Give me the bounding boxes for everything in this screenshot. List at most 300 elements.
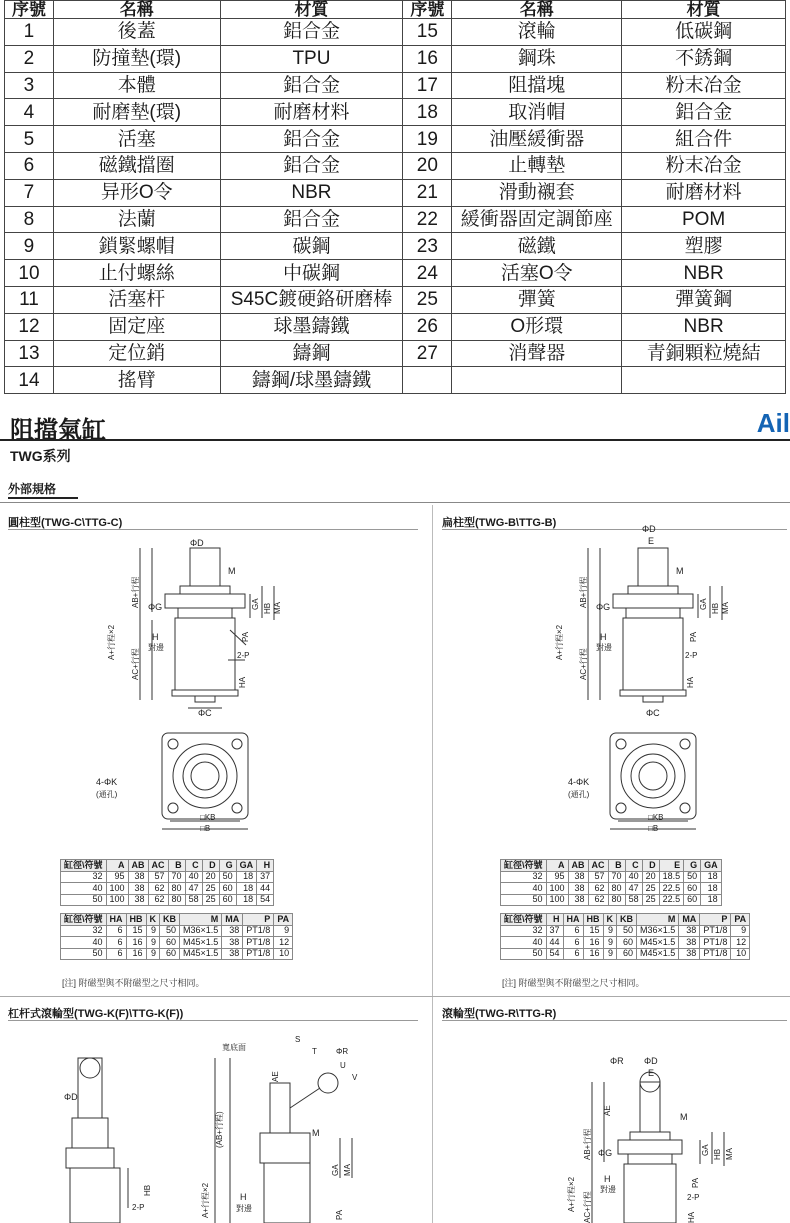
parts-cell: 2 bbox=[5, 45, 54, 72]
dim-table-c-2 bbox=[60, 913, 293, 960]
parts-cell: 防撞墊(環) bbox=[53, 45, 220, 72]
dimension-label: H bbox=[240, 1192, 247, 1202]
dim-row bbox=[501, 937, 750, 949]
parts-cell: 緩衝器固定調節座 bbox=[452, 206, 622, 233]
dimension-label: 4-ΦK bbox=[96, 777, 118, 787]
dim-cell: 50 bbox=[684, 871, 701, 883]
dim-cell: 10 bbox=[731, 948, 750, 960]
dim-cell: 9 bbox=[146, 937, 160, 949]
dim-cell: 50 bbox=[160, 925, 180, 937]
dim-cell: 60 bbox=[219, 894, 236, 906]
dim-cell: 12 bbox=[274, 937, 293, 949]
parts-cell: 26 bbox=[403, 313, 452, 340]
dim-cell: 6 bbox=[563, 937, 583, 949]
dim-header-cell: H bbox=[257, 860, 274, 872]
dimension-label: M bbox=[680, 1112, 688, 1122]
dim-header-cell: 缸徑\符號 bbox=[61, 914, 107, 926]
dimension-label: ΦC bbox=[646, 708, 660, 718]
parts-cell: 固定座 bbox=[53, 313, 220, 340]
parts-cell: 法蘭 bbox=[53, 206, 220, 233]
parts-cell: 鋁合金 bbox=[220, 206, 403, 233]
parts-cell: 鋁合金 bbox=[220, 126, 403, 153]
dimension-label: HB bbox=[143, 1184, 152, 1196]
parts-cell: 鋁合金 bbox=[622, 99, 786, 126]
dimension-label: ΦR bbox=[336, 1047, 349, 1056]
parts-cell: 油壓緩衝器 bbox=[452, 126, 622, 153]
drawing-b-plan bbox=[538, 725, 718, 840]
brand-logo: Ail bbox=[756, 408, 790, 438]
parts-cell: 阻擋塊 bbox=[452, 72, 622, 99]
parts-cell: 活塞杆 bbox=[53, 286, 220, 313]
dim-cell: 38 bbox=[568, 894, 588, 906]
dim-header-row bbox=[61, 860, 274, 872]
dimension-label: S bbox=[295, 1035, 301, 1044]
dim-cell: 95 bbox=[546, 871, 568, 883]
dimension-label: ΦD bbox=[190, 538, 204, 548]
parts-cell: 止轉墊 bbox=[452, 152, 622, 179]
dim-cell: 16 bbox=[583, 937, 603, 949]
dim-cell: 50 bbox=[61, 948, 107, 960]
dim-header-cell: A bbox=[106, 860, 128, 872]
dim-header-cell: PA bbox=[274, 914, 293, 926]
dim-row bbox=[61, 937, 293, 949]
dimension-label: H bbox=[600, 632, 607, 642]
dimension-label: HA bbox=[238, 676, 247, 688]
dim-cell: 58 bbox=[185, 894, 202, 906]
parts-cell: 止付螺絲 bbox=[53, 260, 220, 287]
dim-cell: 62 bbox=[588, 894, 608, 906]
parts-cell: NBR bbox=[220, 179, 403, 206]
parts-cell: 17 bbox=[403, 72, 452, 99]
dim-header-cell: 缸徑\符號 bbox=[501, 914, 547, 926]
dimension-label: ΦD bbox=[64, 1092, 78, 1102]
dim-cell: 40 bbox=[61, 937, 107, 949]
parts-cell: 不銹鋼 bbox=[622, 45, 786, 72]
dimension-label: 2-P bbox=[237, 651, 250, 660]
panel-underline bbox=[442, 1020, 787, 1021]
dim-cell: 62 bbox=[148, 883, 168, 895]
parts-cell: 鎖緊螺帽 bbox=[53, 233, 220, 260]
dim-cell: 9 bbox=[731, 925, 750, 937]
dim-cell: 9 bbox=[603, 948, 617, 960]
parts-cell: 4 bbox=[5, 99, 54, 126]
dim-cell: 50 bbox=[61, 894, 107, 906]
dimension-label: 對邊 bbox=[148, 643, 164, 652]
parts-row bbox=[5, 126, 786, 153]
dim-cell: 20 bbox=[202, 871, 219, 883]
dim-row bbox=[61, 948, 293, 960]
dim-header-cell: HB bbox=[583, 914, 603, 926]
dimension-label: ΦG bbox=[596, 602, 611, 612]
parts-cell: 6 bbox=[5, 152, 54, 179]
dim-header-cell: E bbox=[659, 860, 684, 872]
parts-cell: 磁鐵擋圈 bbox=[53, 152, 220, 179]
dimension-label: PA bbox=[335, 1209, 344, 1220]
parts-cell: 耐磨材料 bbox=[622, 179, 786, 206]
dim-cell: 6 bbox=[563, 948, 583, 960]
dim-header-cell: GA bbox=[701, 860, 722, 872]
dim-header-cell: P bbox=[243, 914, 274, 926]
dim-cell: 60 bbox=[617, 937, 637, 949]
drawing-k bbox=[40, 1028, 430, 1223]
dim-cell: M45×1.5 bbox=[180, 937, 222, 949]
dim-header-cell: AB bbox=[568, 860, 588, 872]
dim-table-b-2 bbox=[500, 913, 750, 960]
dimension-label: M bbox=[228, 566, 236, 576]
dim-cell: M36×1.5 bbox=[180, 925, 222, 937]
parts-cell: O形環 bbox=[452, 313, 622, 340]
note-b: [注] 附磁型與不附磁型之尺寸相同。 bbox=[502, 978, 645, 988]
dimension-label: 寬底面 bbox=[222, 1043, 246, 1052]
parts-cell: 彈簧鋼 bbox=[622, 286, 786, 313]
dim-cell: PT1/8 bbox=[700, 925, 731, 937]
dim-header-cell: HA bbox=[106, 914, 126, 926]
dim-cell: 25 bbox=[642, 883, 659, 895]
dim-cell: PT1/8 bbox=[700, 948, 731, 960]
dim-cell: 57 bbox=[148, 871, 168, 883]
dim-header-cell: MA bbox=[222, 914, 243, 926]
parts-cell: 3 bbox=[5, 72, 54, 99]
dim-cell: 38 bbox=[679, 925, 700, 937]
parts-cell: 异形O令 bbox=[53, 179, 220, 206]
dimension-label: T bbox=[312, 1047, 317, 1056]
parts-cell: 鋁合金 bbox=[220, 152, 403, 179]
dim-header-cell: K bbox=[603, 914, 617, 926]
dimension-label: ΦG bbox=[598, 1148, 613, 1158]
dim-header-cell: G bbox=[219, 860, 236, 872]
drawing-r bbox=[560, 1052, 740, 1223]
dim-cell: PT1/8 bbox=[243, 948, 274, 960]
dim-cell: 95 bbox=[106, 871, 128, 883]
dim-cell: M36×1.5 bbox=[637, 925, 679, 937]
dimension-label: □B bbox=[648, 824, 659, 833]
parts-cell: 耐磨材料 bbox=[220, 99, 403, 126]
parts-cell: 鑄鋼 bbox=[220, 340, 403, 367]
dim-table-b-1 bbox=[500, 859, 722, 906]
parts-cell: 13 bbox=[5, 340, 54, 367]
dimension-label: 2-P bbox=[685, 651, 698, 660]
dim-header-cell: AC bbox=[588, 860, 608, 872]
dim-cell: 25 bbox=[202, 883, 219, 895]
dim-cell: 37 bbox=[546, 925, 563, 937]
parts-cell: 16 bbox=[403, 45, 452, 72]
dim-cell: 6 bbox=[563, 925, 583, 937]
dim-row bbox=[61, 871, 274, 883]
dim-row bbox=[501, 948, 750, 960]
parts-cell: 消聲器 bbox=[452, 340, 622, 367]
dim-cell: 47 bbox=[625, 883, 642, 895]
dim-header-cell: D bbox=[642, 860, 659, 872]
dim-cell: 58 bbox=[625, 894, 642, 906]
parts-cell bbox=[452, 367, 622, 394]
dim-cell: 80 bbox=[168, 883, 185, 895]
dim-cell: PT1/8 bbox=[243, 925, 274, 937]
dimension-label: (通孔) bbox=[96, 790, 118, 799]
dim-cell: 32 bbox=[501, 925, 547, 937]
dimension-label: MA bbox=[725, 1148, 734, 1160]
parts-row bbox=[5, 260, 786, 287]
dim-cell: 16 bbox=[126, 937, 146, 949]
dim-header-cell: AB bbox=[128, 860, 148, 872]
dim-cell: 15 bbox=[583, 925, 603, 937]
dim-header-cell: P bbox=[700, 914, 731, 926]
dim-cell: 50 bbox=[501, 948, 547, 960]
dimension-label: □KB bbox=[200, 813, 216, 822]
dimension-label: GA bbox=[701, 1144, 710, 1156]
parts-cell: 7 bbox=[5, 179, 54, 206]
dim-header-row bbox=[61, 914, 293, 926]
dim-row bbox=[61, 883, 274, 895]
dimension-label: GA bbox=[699, 598, 708, 610]
dim-cell: 18 bbox=[701, 883, 722, 895]
dimension-label: AC+行程 bbox=[131, 648, 140, 680]
dim-cell: 32 bbox=[61, 871, 107, 883]
parts-row bbox=[5, 286, 786, 313]
dim-cell: 50 bbox=[501, 894, 547, 906]
parts-cell: 本體 bbox=[53, 72, 220, 99]
dim-cell: 40 bbox=[501, 883, 547, 895]
parts-cell: POM bbox=[622, 206, 786, 233]
panel-title-flat: 扁柱型(TWG-B\TTG-B) bbox=[442, 517, 557, 529]
dim-header-cell: G bbox=[684, 860, 701, 872]
dim-cell: 22.5 bbox=[659, 883, 684, 895]
dim-cell: 32 bbox=[501, 871, 547, 883]
dimension-label: HB bbox=[713, 1148, 722, 1160]
parts-row bbox=[5, 152, 786, 179]
parts-cell: 組合件 bbox=[622, 126, 786, 153]
dimension-label: HA bbox=[686, 676, 695, 688]
dimension-label: A+行程×2 bbox=[555, 624, 564, 660]
dim-cell: 15 bbox=[126, 925, 146, 937]
dimension-label: M bbox=[312, 1128, 320, 1138]
dim-cell: 80 bbox=[608, 883, 625, 895]
parts-cell: 22 bbox=[403, 206, 452, 233]
dim-cell: 38 bbox=[128, 883, 148, 895]
dim-cell: 40 bbox=[625, 871, 642, 883]
dim-cell: 54 bbox=[257, 894, 274, 906]
parts-cell: 11 bbox=[5, 286, 54, 313]
dim-cell: M45×1.5 bbox=[180, 948, 222, 960]
dimension-label: 對邊 bbox=[596, 643, 612, 652]
dim-header-cell: 缸徑\符號 bbox=[61, 860, 107, 872]
dimension-label: 對邊 bbox=[600, 1185, 616, 1194]
parts-cell: 塑膠 bbox=[622, 233, 786, 260]
dim-cell: 9 bbox=[146, 925, 160, 937]
parts-cell: S45C鍍硬鉻研磨棒 bbox=[220, 286, 403, 313]
parts-cell: 活塞O令 bbox=[452, 260, 622, 287]
dimension-label: AC+行程 bbox=[583, 1191, 592, 1223]
parts-cell: 1 bbox=[5, 19, 54, 46]
dimension-label: PA bbox=[691, 1177, 700, 1188]
dim-header-cell: M bbox=[637, 914, 679, 926]
dim-row bbox=[61, 894, 274, 906]
dim-cell: 70 bbox=[608, 871, 625, 883]
dim-header-cell: C bbox=[185, 860, 202, 872]
dim-cell: 100 bbox=[106, 894, 128, 906]
parts-cell: 5 bbox=[5, 126, 54, 153]
dim-cell: M45×1.5 bbox=[637, 948, 679, 960]
dimension-label: AE bbox=[603, 1105, 612, 1116]
dimension-label: AC+行程 bbox=[579, 648, 588, 680]
dim-cell: 100 bbox=[106, 883, 128, 895]
parts-cell: 搖臂 bbox=[53, 367, 220, 394]
series-label: TWG系列 bbox=[10, 448, 71, 464]
parts-row bbox=[5, 19, 786, 46]
dim-header-cell: M bbox=[180, 914, 222, 926]
dim-cell: 40 bbox=[61, 883, 107, 895]
parts-cell: 15 bbox=[403, 19, 452, 46]
dim-cell: 12 bbox=[731, 937, 750, 949]
dimension-label: AB+行程 bbox=[583, 1128, 592, 1160]
parts-table bbox=[4, 0, 786, 394]
parts-row bbox=[5, 179, 786, 206]
dimension-label: H bbox=[152, 632, 159, 642]
parts-cell: 粉末冶金 bbox=[622, 72, 786, 99]
dimension-label: V bbox=[352, 1073, 358, 1082]
dim-cell: 6 bbox=[106, 925, 126, 937]
parts-cell bbox=[622, 367, 786, 394]
dim-cell: 18 bbox=[236, 894, 257, 906]
dim-header-row bbox=[501, 860, 722, 872]
dimension-label: E bbox=[648, 1068, 655, 1078]
dim-cell: 47 bbox=[185, 883, 202, 895]
dim-cell: 18 bbox=[701, 894, 722, 906]
dimension-label: AB+行程 bbox=[579, 576, 588, 608]
parts-row bbox=[5, 233, 786, 260]
dim-header-cell: KB bbox=[617, 914, 637, 926]
parts-cell: 12 bbox=[5, 313, 54, 340]
dimension-label: A+行程×2 bbox=[107, 624, 116, 660]
parts-cell: 23 bbox=[403, 233, 452, 260]
dim-cell: 70 bbox=[168, 871, 185, 883]
dim-cell: 80 bbox=[168, 894, 185, 906]
dim-row bbox=[501, 894, 722, 906]
parts-cell: 碳鋼 bbox=[220, 233, 403, 260]
dim-cell: M45×1.5 bbox=[637, 937, 679, 949]
dimension-label: GA bbox=[331, 1164, 340, 1176]
parts-cell: 中碳鋼 bbox=[220, 260, 403, 287]
parts-header-cell: 名稱 bbox=[53, 1, 220, 19]
panel-row-divider bbox=[0, 996, 790, 997]
parts-cell: 耐磨墊(環) bbox=[53, 99, 220, 126]
parts-row bbox=[5, 99, 786, 126]
dim-cell: 57 bbox=[588, 871, 608, 883]
parts-cell: 27 bbox=[403, 340, 452, 367]
parts-header-cell: 序號 bbox=[403, 1, 452, 19]
dim-cell: 60 bbox=[160, 937, 180, 949]
spec-underline bbox=[8, 497, 78, 499]
dim-cell: 50 bbox=[617, 925, 637, 937]
parts-cell: 鑄鋼/球墨鑄鐵 bbox=[220, 367, 403, 394]
dimension-label: 4-ΦK bbox=[568, 777, 590, 787]
dim-header-cell: A bbox=[546, 860, 568, 872]
dimension-label: (通孔) bbox=[568, 790, 590, 799]
dim-cell: PT1/8 bbox=[700, 937, 731, 949]
dim-cell: 38 bbox=[679, 937, 700, 949]
dim-header-cell: PA bbox=[731, 914, 750, 926]
parts-header-row bbox=[5, 1, 786, 19]
parts-row bbox=[5, 340, 786, 367]
dimension-label: PA bbox=[241, 631, 250, 642]
parts-cell: 14 bbox=[5, 367, 54, 394]
dim-cell: 16 bbox=[583, 948, 603, 960]
dim-header-cell: HA bbox=[563, 914, 583, 926]
dimension-label: PA bbox=[689, 631, 698, 642]
dimension-label: HB bbox=[263, 602, 272, 614]
dim-cell: 9 bbox=[274, 925, 293, 937]
dim-cell: 9 bbox=[146, 948, 160, 960]
dimension-label: (AB+行程) bbox=[215, 1111, 224, 1148]
section-rule bbox=[0, 439, 790, 441]
dim-cell: 60 bbox=[219, 883, 236, 895]
dim-cell: 38 bbox=[222, 925, 243, 937]
dim-header-cell: C bbox=[625, 860, 642, 872]
dim-cell: 18 bbox=[701, 871, 722, 883]
dimension-label: AB+行程 bbox=[131, 576, 140, 608]
dim-row bbox=[501, 883, 722, 895]
dim-header-cell: K bbox=[146, 914, 160, 926]
drawing-b-side bbox=[548, 522, 728, 720]
parts-cell: NBR bbox=[622, 260, 786, 287]
parts-cell: 彈簧 bbox=[452, 286, 622, 313]
dim-cell: 6 bbox=[106, 937, 126, 949]
dimension-label: □KB bbox=[648, 813, 664, 822]
dim-cell: 16 bbox=[126, 948, 146, 960]
parts-row bbox=[5, 72, 786, 99]
dimension-label: MA bbox=[343, 1164, 352, 1176]
parts-cell: 定位銷 bbox=[53, 340, 220, 367]
dim-cell: 40 bbox=[501, 937, 547, 949]
dim-table-c-1 bbox=[60, 859, 274, 906]
dimension-label: ΦD bbox=[644, 1056, 658, 1066]
dimension-label: HB bbox=[711, 602, 720, 614]
dimension-label: ΦC bbox=[198, 708, 212, 718]
dim-row bbox=[61, 925, 293, 937]
parts-cell bbox=[403, 367, 452, 394]
dim-cell: 50 bbox=[219, 871, 236, 883]
dimension-label: M bbox=[676, 566, 684, 576]
dim-cell: 100 bbox=[546, 883, 568, 895]
dimension-label: MA bbox=[273, 602, 282, 614]
dim-header-cell: B bbox=[168, 860, 185, 872]
dim-header-cell: H bbox=[546, 914, 563, 926]
dimension-label: AE bbox=[271, 1071, 280, 1082]
drawing-c-plan bbox=[90, 725, 270, 840]
parts-cell: 磁鐵 bbox=[452, 233, 622, 260]
parts-header-cell: 材質 bbox=[220, 1, 403, 19]
dim-cell: 18 bbox=[236, 871, 257, 883]
dim-cell: 18 bbox=[236, 883, 257, 895]
dimension-label: A+行程×2 bbox=[567, 1176, 576, 1212]
drawing-c-side bbox=[100, 530, 280, 720]
parts-row bbox=[5, 206, 786, 233]
parts-row bbox=[5, 313, 786, 340]
dim-header-row bbox=[501, 914, 750, 926]
dimension-label: 2-P bbox=[132, 1203, 145, 1212]
panel-title-lever-roller: 杠杆式滾輪型(TWG-K(F)\TTG-K(F)) bbox=[8, 1008, 184, 1020]
parts-cell: 10 bbox=[5, 260, 54, 287]
parts-cell: 鋁合金 bbox=[220, 19, 403, 46]
dimension-label: ΦD bbox=[642, 524, 656, 534]
dim-header-cell: GA bbox=[236, 860, 257, 872]
dim-cell: PT1/8 bbox=[243, 937, 274, 949]
dim-cell: 60 bbox=[617, 948, 637, 960]
parts-cell: 鋁合金 bbox=[220, 72, 403, 99]
dim-header-cell: B bbox=[608, 860, 625, 872]
parts-header-cell: 名稱 bbox=[452, 1, 622, 19]
section-title: 阻擋氣缸 bbox=[10, 417, 106, 444]
parts-cell: 活塞 bbox=[53, 126, 220, 153]
